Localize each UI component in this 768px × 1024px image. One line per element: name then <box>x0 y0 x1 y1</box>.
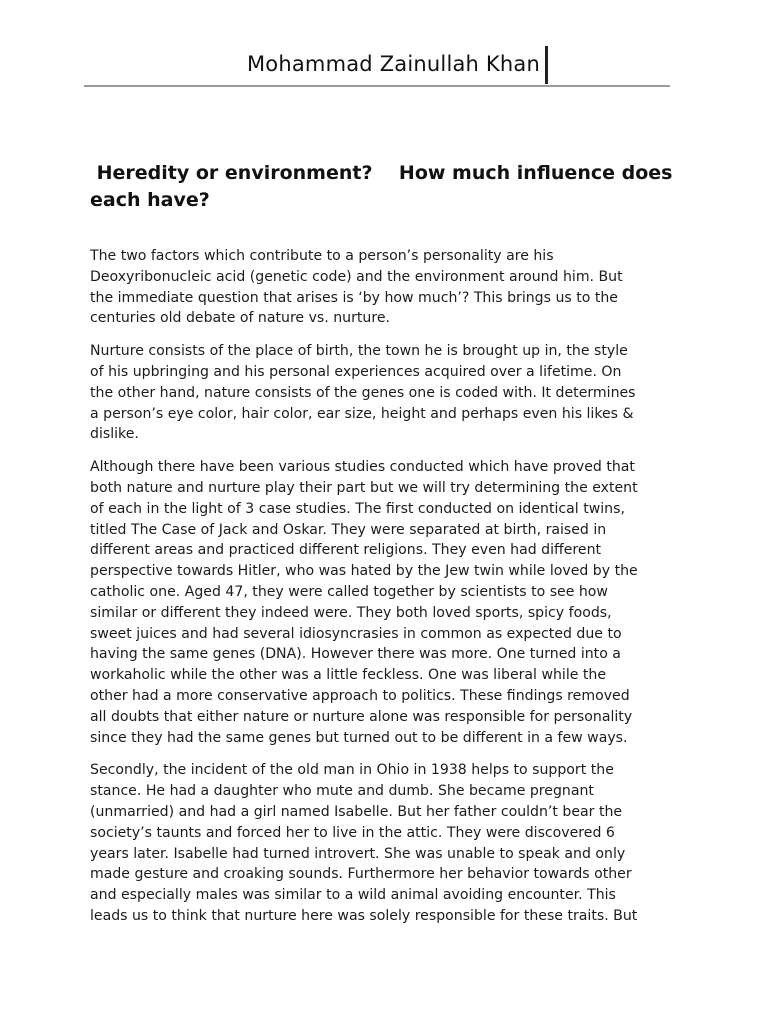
text-line: centuries old debate of nature vs. nurture. <box>90 310 390 327</box>
text-line: leads us to think that nurture here was solely responsible for these traits. But <box>90 907 638 924</box>
text-line: society’s taunts and forced her to live in the attic. They were discovered 6 <box>90 824 615 841</box>
paragraph <box>90 246 690 329</box>
text-line: titled The Case of Jack and Oskar. They were separated at birth, raised in <box>90 521 607 538</box>
header-divider <box>545 46 548 84</box>
text-line: catholic one. Aged 47, they were called together by scientists to see how <box>90 583 608 600</box>
text-line: sweet juices and had several idiosyncrasies in common as expected due to <box>90 625 622 642</box>
text-line: Deoxyribonucleic acid (genetic code) and the environment around him. But <box>90 268 623 285</box>
text-line: the other hand, nature consists of the genes one is coded with. It determines <box>90 384 636 401</box>
text-line: other had a more conservative approach to politics. These findings removed <box>90 687 630 704</box>
text-line: similar or different they indeed were. They both loved sports, spicy foods, <box>90 604 612 621</box>
text-line: both nature and nurture play their part but we will try determining the extent <box>90 479 638 496</box>
paragraph <box>90 760 690 926</box>
text-line: perspective towards Hitler, who was hated by the Jew twin while loved by the <box>90 563 638 580</box>
text-line: of his upbringing and his personal experiences acquired over a lifetime. On <box>90 363 622 380</box>
paragraph <box>90 341 690 445</box>
text-line: years later. Isabelle had turned introvert. She was unable to speak and only <box>90 845 626 862</box>
text-line: dislike. <box>90 426 139 443</box>
text-line: Nurture consists of the place of birth, the town he is brought up in, the style <box>90 343 628 360</box>
text-line: since they had the same genes but turned out to be different in a few ways. <box>90 729 628 746</box>
text-line: having the same genes (DNA). However there was more. One turned into a <box>90 646 621 663</box>
text-line: Although there have been various studies conducted which have proved that <box>90 459 635 476</box>
essay-title: Heredity or environment? How much influence does each have? <box>90 162 680 211</box>
text-line: all doubts that either nature or nurture alone was responsible for personality <box>90 708 633 725</box>
text-line: stance. He had a daughter who mute and dumb. She became pregnant <box>90 783 594 800</box>
text-line: the immediate question that arises is ‘by how much’? This brings us to the <box>90 289 618 306</box>
text-line: (unmarried) and had a girl named Isabelle. But her father couldn’t bear the <box>90 803 623 820</box>
text-line: different areas and practiced different religions. They even had different <box>90 542 602 559</box>
author-name: Mohammad Zainullah Khan <box>246 52 540 76</box>
page-header <box>84 44 670 87</box>
text-line: Secondly, the incident of the old man in Ohio in 1938 helps to support the <box>90 762 614 779</box>
text-line: The two factors which contribute to a person’s personality are his <box>90 248 554 264</box>
text-line: made gesture and croaking sounds. Furthermore her behavior towards other <box>90 866 632 883</box>
essay-body <box>90 246 690 939</box>
text-line: and especially males was similar to a wild animal avoiding encounter. This <box>90 887 616 904</box>
paragraph <box>90 457 690 748</box>
text-line: workaholic while the other was a little feckless. One was liberal while the <box>90 667 607 684</box>
text-line: of each in the light of 3 case studies. The first conducted on identical twins, <box>90 500 625 517</box>
text-line: a person’s eye color, hair color, ear size, height and perhaps even his likes & <box>90 405 634 422</box>
